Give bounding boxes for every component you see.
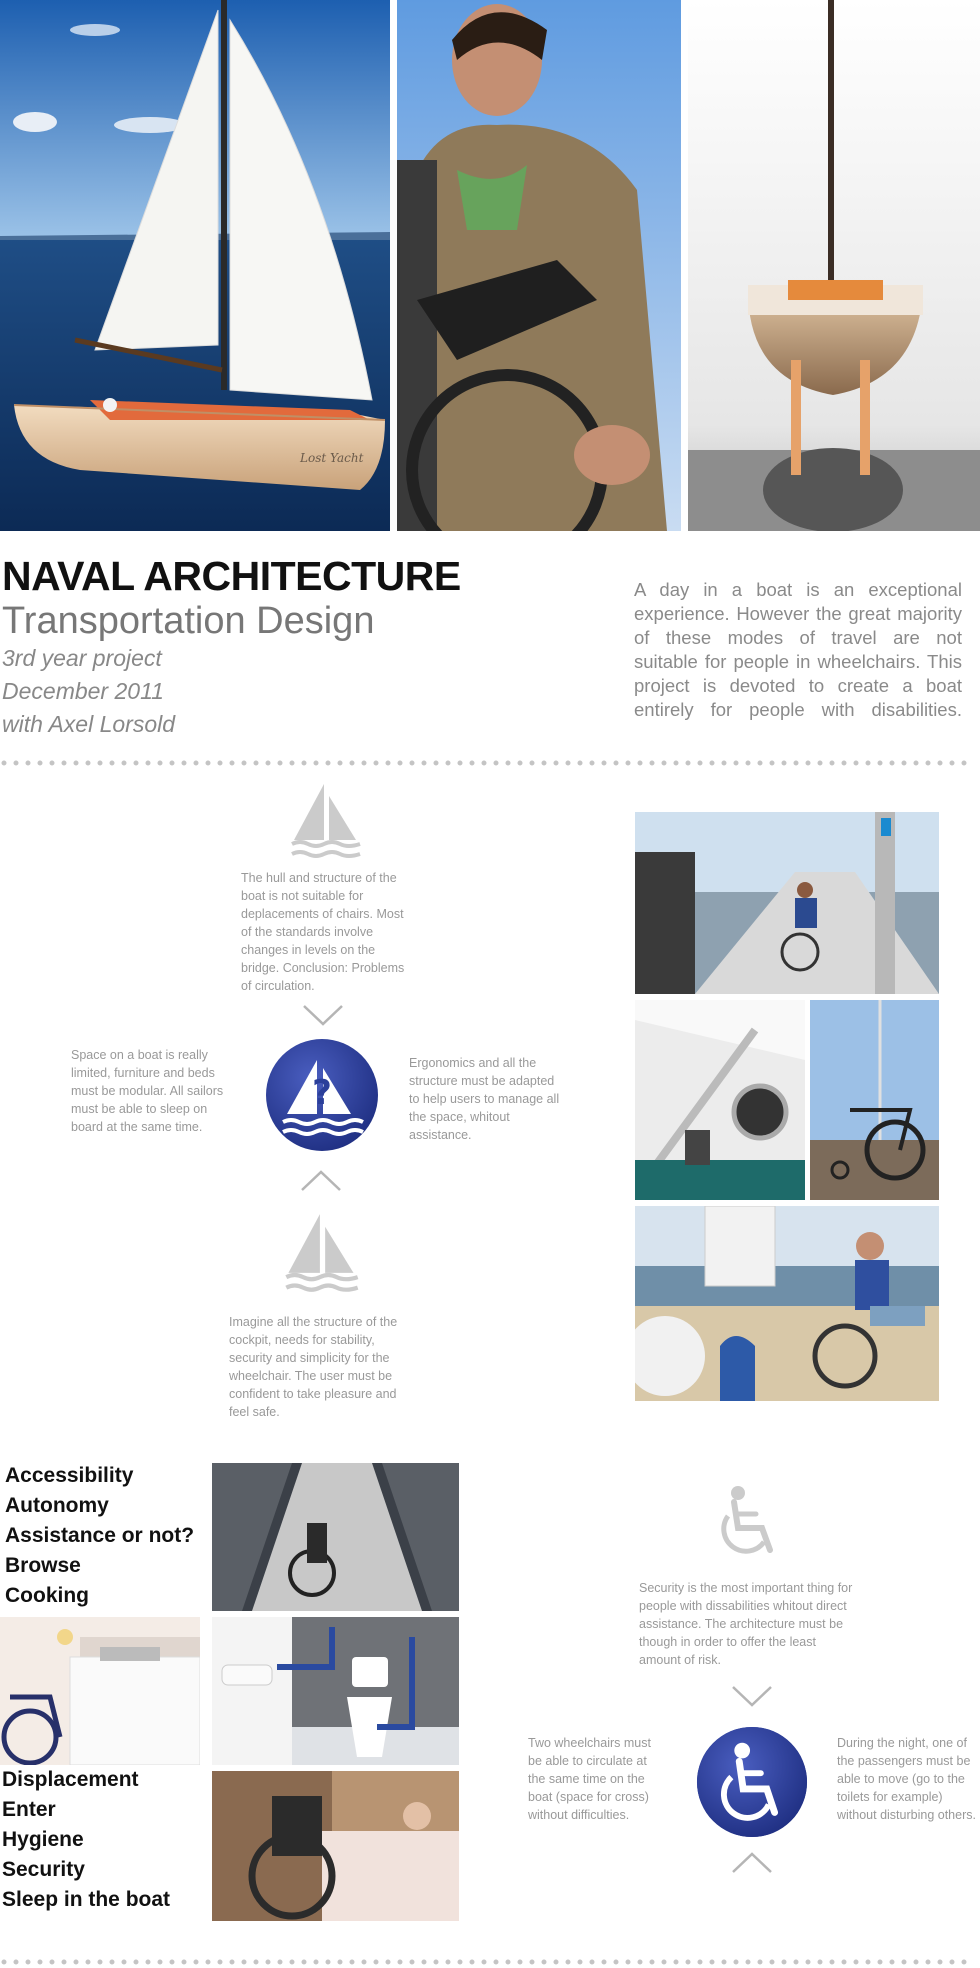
svg-text:?: ? — [312, 1073, 332, 1113]
project-collaborator: with Axel Lorsold — [2, 711, 176, 737]
bed-wheelchair-photo — [212, 1771, 459, 1921]
keyword-item: Autonomy — [5, 1494, 109, 1517]
keyword-item: Security — [2, 1858, 85, 1881]
chevron-down-icon — [302, 1004, 344, 1026]
stairlift-photo — [635, 1000, 805, 1200]
sailboat-icon — [284, 1212, 360, 1296]
circulation-right-text: Ergonomics and all the structure must be adapted to help users to manage all the space, whitout assistance. — [409, 1056, 560, 1142]
project-date: December 2011 — [2, 678, 164, 704]
chevron-down-icon — [730, 1685, 774, 1707]
page-subtitle: Transportation Design — [2, 600, 375, 642]
keyword-item: Assistance or not? — [5, 1524, 195, 1547]
intro-paragraph: A day in a boat is an exceptional experience. However the great majority of these modes of travel are not suitable for people in wheelchairs. This project is devoted to create a boat entirely for people with disabilities. — [634, 579, 962, 720]
kitchen-photo — [0, 1617, 200, 1765]
boat-rear-render — [688, 0, 980, 531]
keyword-item: Browse — [5, 1554, 81, 1577]
project-year: 3rd year project — [2, 645, 162, 671]
circulation-bottom-text: Imagine all the structure of the cockpit, needs for stability, security and simplicity for the wheelchair. The user must be confident to take pleasure and feel safe. — [229, 1315, 398, 1419]
security-top-text: Security is the most important thing for people with dissabilities whitout direct assistance. The architecture must be though in order to offer the least amount of risk. — [639, 1581, 853, 1667]
boat-name: Lost Yacht — [300, 451, 364, 465]
keyword-item: Enter — [2, 1798, 56, 1821]
chevron-up-icon — [730, 1852, 774, 1874]
page-title: NAVAL ARCHITECTURE — [2, 553, 461, 599]
security-right-text: During the night, one of the passengers must be able to move (go to the toilets for example) without disturbing others. — [837, 1736, 976, 1822]
sailboat-icon — [290, 782, 362, 862]
chevron-up-icon — [300, 1170, 342, 1192]
boat-lift-photo — [635, 1206, 939, 1401]
wheelchair-user-photo — [397, 0, 681, 531]
escalator-photo — [212, 1463, 459, 1611]
keyword-item: Hygiene — [2, 1828, 84, 1851]
bathroom-photo — [212, 1617, 459, 1765]
keyword-item: Cooking — [5, 1584, 89, 1607]
keyword-item: Sleep in the boat — [2, 1888, 171, 1911]
ramp-photo — [635, 812, 939, 994]
dotted-divider — [0, 1958, 980, 1966]
sailboat-photo — [0, 0, 390, 531]
keywords-top-list — [5, 1461, 194, 1611]
keyword-item: Displacement — [2, 1768, 139, 1791]
wheelchair-icon — [712, 1484, 790, 1562]
wheelchair-deck-photo — [810, 1000, 939, 1200]
security-left-text: Two wheelchairs must be able to circulate at the same time on the boat (space for cross) without difficulties. — [528, 1736, 651, 1822]
keyword-item: Accessibility — [5, 1464, 134, 1487]
dotted-divider — [0, 759, 980, 767]
circulation-top-text: The hull and structure of the boat is not suitable for deplacements of chairs. Most of the standards involve changes in levels on the bridge. Conclusion: Problems of circulation. — [241, 871, 405, 993]
wheelchair-badge-icon — [696, 1726, 808, 1838]
question-boat-icon — [265, 1038, 379, 1152]
circulation-left-text: Space on a boat is really limited, furniture and beds must be modular. All sailors must be able to sleep on board at the same time. — [71, 1048, 224, 1134]
keywords-bottom-list — [2, 1765, 170, 1915]
